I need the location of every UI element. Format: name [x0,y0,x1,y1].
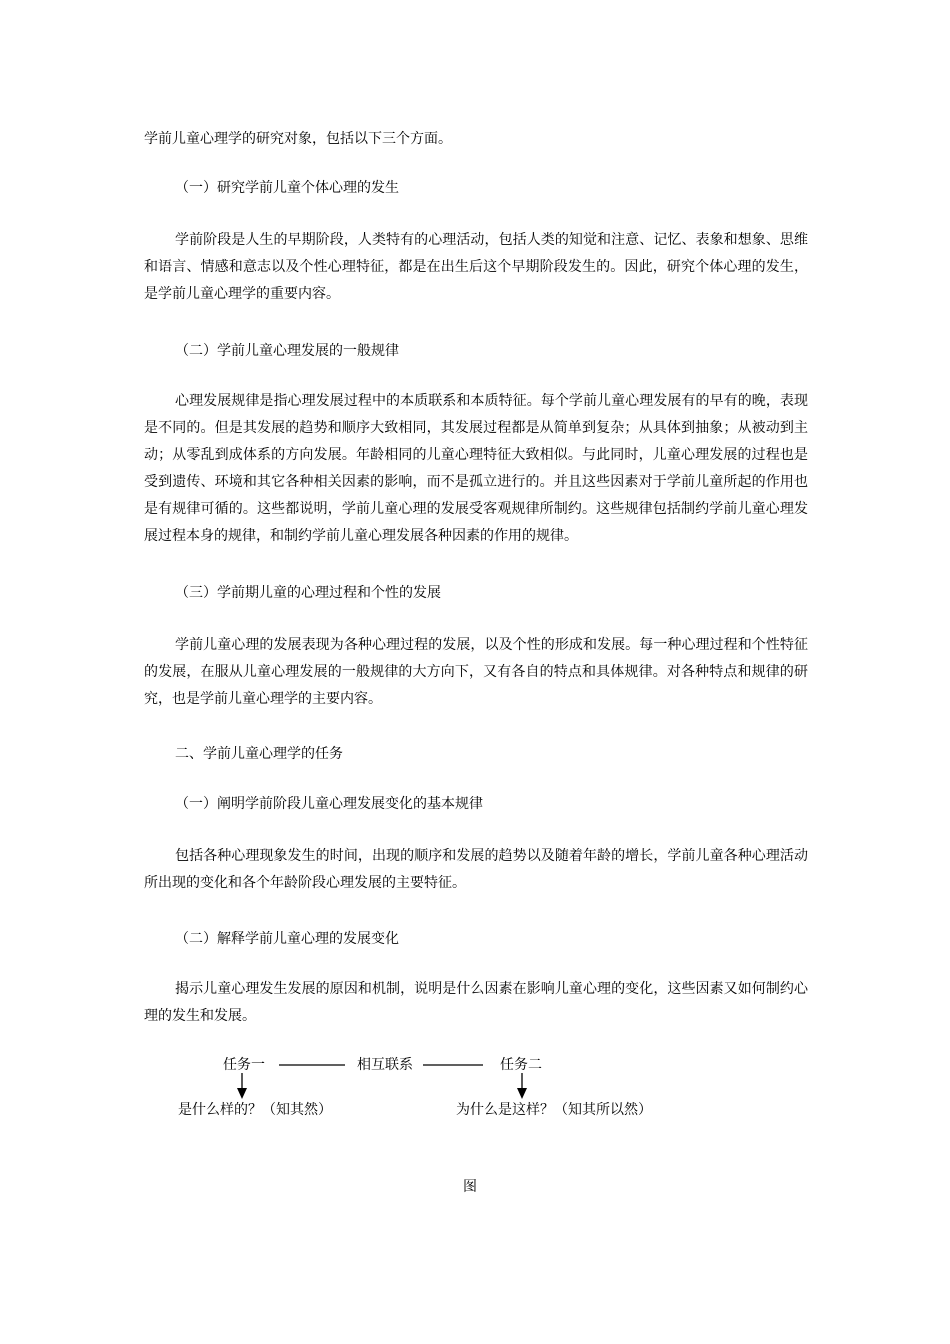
question-what-label: 是什么样的？（知其然） [178,1102,332,1118]
subheading-2: （二）学前儿童心理发展的一般规律 [175,343,399,359]
subheading-1: （一）研究学前儿童个体心理的发生 [175,180,399,196]
paragraph-4: 包括各种心理现象发生的时间，出现的顺序和发展的趋势以及随着年龄的增长，学前儿童各种心理活动所出现的变化和各个年龄阶段心理发展的主要特征。 [144,848,808,891]
subheading-3: （三）学前期儿童的心理过程和个性的发展 [175,585,441,601]
paragraph-3: 学前儿童心理的发展表现为各种心理过程的发展，以及个性的形成和发展。每一种心理过程和个性特征的发展，在服从儿童心理发展的一般规律的大方向下，又有各自的特点和具体规律。对各种特点和规律的研究，也是学前儿童心理学的主要内容。 [144,637,808,707]
paragraph-1: 学前阶段是人生的早期阶段，人类特有的心理活动，包括人类的知觉和注意、记忆、表象和想象、思维和语言、情感和意志以及个性心理特征，都是在出生后这个早期阶段发生的。因此，研究个体心理的发生，是学前儿童心理学的重要内容。 [144,232,808,302]
paragraph-2: 心理发展规律是指心理发展过程中的本质联系和本质特征。每个学前儿童心理发展有的早有的晚，表现是不同的。但是其发展的趋势和顺序大致相同，其发展过程都是从简单到复杂；从具体到抽象；从被动到主动；从零乱到成体系的方向发展。年龄相同的儿童心理特征大致相似。与此同时，儿童心理发展的过程也是受到遗传、环境和其它各种相关因素的影响，而不是孤立进行的。并且这些因素对于学前儿童所起的作用也是有规律可循的。这些都说明，学前儿童心理的发展受客观规律所制约。这些规律包括制约学前儿童心理发展过程本身的规律，和制约学前儿童心理发展各种因素的作用的规律。 [144,393,808,544]
intro-paragraph: 学前儿童心理学的研究对象，包括以下三个方面。 [144,131,452,147]
section-heading-2: 二、学前儿童心理学的任务 [175,746,343,762]
arrow-down-icon [237,1088,247,1099]
question-why-label: 为什么是这样？（知其所以然） [456,1102,652,1118]
arrow-down-icon [517,1088,527,1099]
subheading-4: （一）阐明学前阶段儿童心理发展变化的基本规律 [175,796,483,812]
paragraph-5: 揭示儿童心理发生发展的原因和机制，说明是什么因素在影响儿童心理的变化，这些因素又如何制约心理的发生和发展。 [144,981,808,1024]
subheading-5: （二）解释学前儿童心理的发展变化 [175,931,399,947]
task-two-label: 任务二 [500,1057,542,1073]
task-one-label: 任务一 [223,1057,265,1073]
mutual-link-label: 相互联系 [357,1057,413,1073]
figure-caption: 图 [463,1179,477,1195]
